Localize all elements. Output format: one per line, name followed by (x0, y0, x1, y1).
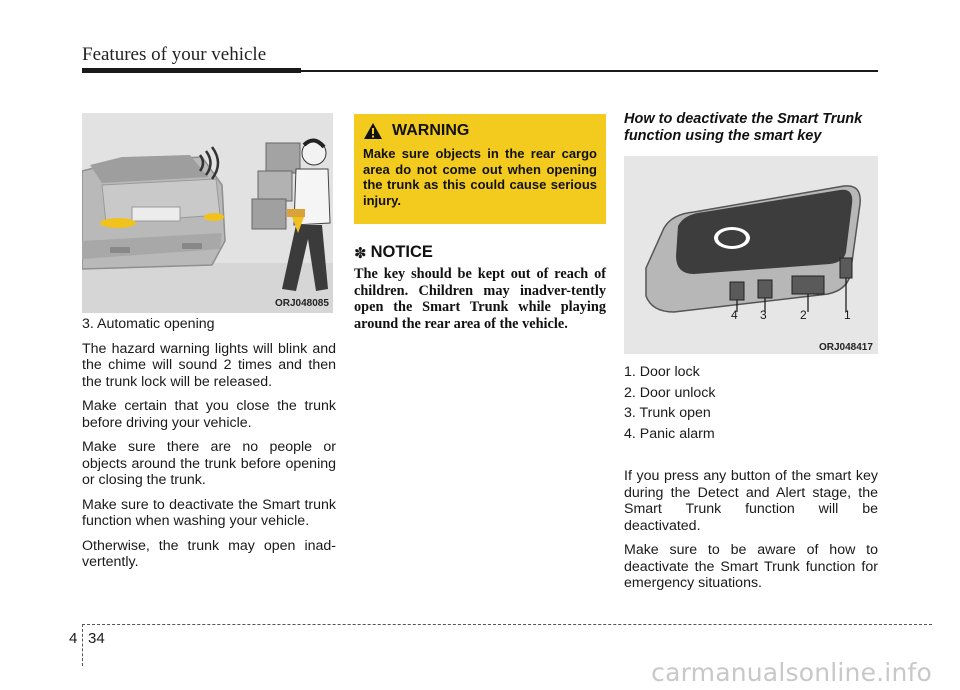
list-item: 1. Door lock (624, 364, 700, 380)
warning-title: WARNING (392, 122, 470, 139)
paragraph: Make certain that you close the trunk before driving your vehicle. (82, 398, 336, 431)
page-header-title: Features of your vehicle (82, 44, 267, 65)
figure-code: ORJ048085 (275, 298, 329, 309)
smart-key-button-list (624, 364, 878, 446)
paragraph: Otherwise, the trunk may open inad-vertently. (82, 537, 336, 570)
list-item: 4. Panic alarm (624, 425, 715, 442)
page-number: 34 (88, 630, 105, 647)
column-1-text (82, 316, 336, 579)
section-heading-deactivate: How to deactivate the Smart Trunk function using the smart key (624, 111, 863, 144)
header-rule-thick (82, 68, 301, 73)
header-rule-thin (301, 70, 878, 72)
notice-text: The key should be kept out of reach of children. Children may inadver-tently open the Smart Trunk while playing around the rear area of the vehicle. (354, 266, 606, 332)
smart-key-illustration (624, 156, 878, 354)
list-item: 2. Door unlock (624, 384, 716, 401)
notice-header (354, 243, 433, 262)
column-3-text (624, 468, 878, 600)
warning-box (354, 114, 606, 224)
callout-label: 3 (760, 308, 767, 322)
warning-header (363, 122, 597, 140)
paragraph: Make sure to deactivate the Smart trunk function when washing your vehicle. (82, 496, 336, 529)
footer-divider (82, 624, 83, 666)
figure-code: ORJ048417 (819, 342, 873, 353)
notice-star-icon: ✽ (354, 243, 367, 262)
paragraph: If you press any button of the smart key during the Detect and Alert stage, the Smart Trunk function will be deactivated. (624, 468, 878, 534)
callout-label: 4 (731, 308, 738, 322)
footer-rule (82, 624, 932, 625)
subheading-automatic-opening: 3. Automatic opening (82, 316, 215, 332)
callout-label: 1 (844, 308, 851, 322)
car-and-person-drawing (82, 113, 333, 313)
paragraph: Make sure there are no people or objects around the trunk before opening or closing the trunk. (82, 439, 336, 488)
trunk-illustration (82, 113, 333, 313)
warning-triangle-icon (363, 122, 383, 140)
smart-key-drawing (624, 156, 878, 354)
paragraph: Make sure to be aware of how to deactivate the Smart Trunk function for emergency situations. (624, 542, 878, 591)
callout-label: 2 (800, 308, 807, 322)
warning-text: Make sure objects in the rear cargo area do not come out when opening the trunk as this could cause serious injury. (363, 146, 597, 208)
notice-title: NOTICE (370, 243, 433, 261)
paragraph: The hazard warning lights will blink and the chime will sound 2 times and then the trunk lock will be released. (82, 340, 336, 390)
watermark: carmanualsonline.info (651, 658, 932, 687)
chapter-number: 4 (69, 630, 78, 647)
list-item: 3. Trunk open (624, 405, 711, 421)
